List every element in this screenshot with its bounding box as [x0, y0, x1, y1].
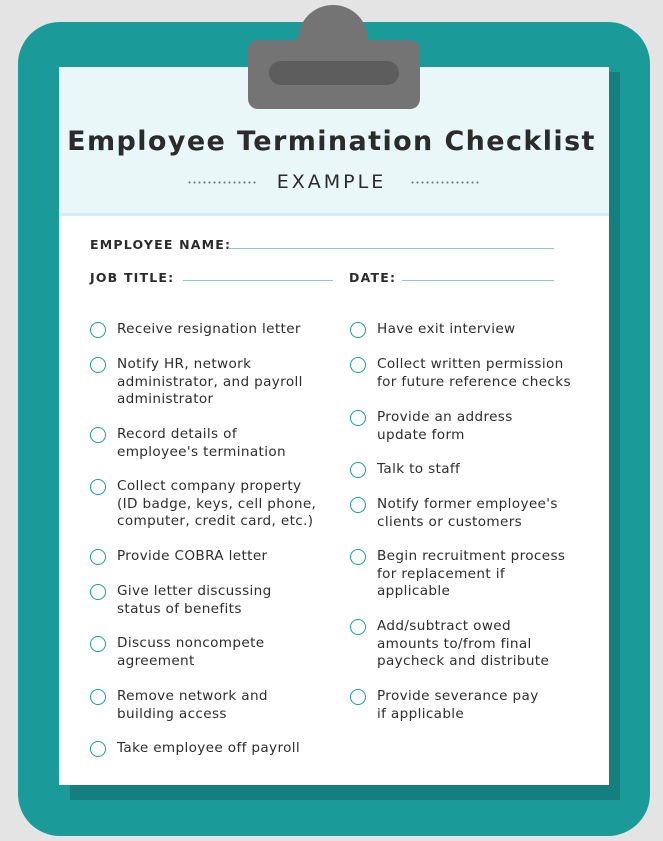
checklist-item[interactable] [90, 478, 316, 531]
checkbox-circle-icon[interactable] [350, 462, 366, 478]
checklist-item-label: Collect company property (ID badge, keys, cell phone, computer, credit card, etc.) [117, 478, 317, 530]
checklist-item[interactable] [350, 461, 460, 479]
employee-name-field[interactable] [228, 248, 554, 249]
checkbox-circle-icon[interactable] [90, 357, 106, 373]
date-label: DATE: [349, 270, 397, 285]
checklist-item-label: Receive resignation letter [117, 321, 301, 337]
date-field[interactable] [402, 280, 554, 281]
page-title: Employee Termination Checklist [67, 126, 596, 157]
checkbox-circle-icon[interactable] [90, 689, 106, 705]
checklist-item-label: Begin recruitment process for replacement if applicable [377, 548, 566, 600]
checkbox-circle-icon[interactable] [90, 741, 106, 757]
checkbox-circle-icon[interactable] [90, 584, 106, 600]
checklist-item-label: Add/subtract owed amounts to/from final paycheck and distribute [377, 618, 550, 670]
subtitle-dots-right [410, 181, 480, 184]
checkbox-circle-icon[interactable] [90, 427, 106, 443]
checklist-item-label: Notify HR, network administrator, and payroll administrator [117, 356, 303, 408]
checkbox-circle-icon[interactable] [350, 549, 366, 565]
checkbox-circle-icon[interactable] [350, 619, 366, 635]
job-title-field[interactable] [183, 280, 333, 281]
checklist-item[interactable] [350, 356, 571, 391]
checklist-item-label: Provide an address update form [377, 409, 513, 443]
checklist-item[interactable] [90, 548, 267, 566]
checkbox-circle-icon[interactable] [350, 357, 366, 373]
checkbox-circle-icon[interactable] [350, 689, 366, 705]
checklist-item-label: Provide severance pay if applicable [377, 688, 539, 722]
checklist-item[interactable] [350, 688, 539, 723]
checklist-item-label: Provide COBRA letter [117, 548, 268, 564]
checklist-item[interactable] [90, 321, 301, 339]
checkbox-circle-icon[interactable] [350, 322, 366, 338]
checklist-item[interactable] [90, 426, 286, 461]
checklist-item-label: Discuss noncompete agreement [117, 635, 265, 669]
checklist-item[interactable] [350, 321, 516, 339]
checklist-item-label: Talk to staff [377, 461, 461, 477]
clip-slot [269, 61, 399, 85]
employee-name-label: EMPLOYEE NAME: [90, 237, 232, 252]
checklist-item-label: Give letter discussing status of benefits [117, 583, 272, 617]
checklist-item-label: Record details of employee's termination [117, 426, 286, 460]
checklist-item-label: Notify former employee's clients or customers [377, 496, 558, 530]
checklist-item[interactable] [90, 688, 268, 723]
job-title-label: JOB TITLE: [90, 270, 175, 285]
checkbox-circle-icon[interactable] [350, 410, 366, 426]
checklist-item[interactable] [350, 409, 513, 444]
checklist-item-label: Collect written permission for future reference checks [377, 356, 571, 390]
checklist-item[interactable] [90, 583, 272, 618]
checklist-item[interactable] [90, 356, 303, 409]
checkbox-circle-icon[interactable] [350, 497, 366, 513]
checkbox-circle-icon[interactable] [90, 479, 106, 495]
subtitle: EXAMPLE [276, 171, 387, 193]
checkbox-circle-icon[interactable] [90, 636, 106, 652]
checklist-item-label: Remove network and building access [117, 688, 268, 722]
checklist-item-label: Have exit interview [377, 321, 516, 337]
checklist-item[interactable] [350, 496, 558, 531]
checkbox-circle-icon[interactable] [90, 549, 106, 565]
checklist-item-label: Take employee off payroll [117, 740, 300, 756]
checklist-item[interactable] [90, 740, 300, 758]
checkbox-circle-icon[interactable] [90, 322, 106, 338]
checklist-item[interactable] [90, 635, 264, 670]
checklist-item[interactable] [350, 548, 565, 601]
checklist-item[interactable] [350, 618, 549, 671]
